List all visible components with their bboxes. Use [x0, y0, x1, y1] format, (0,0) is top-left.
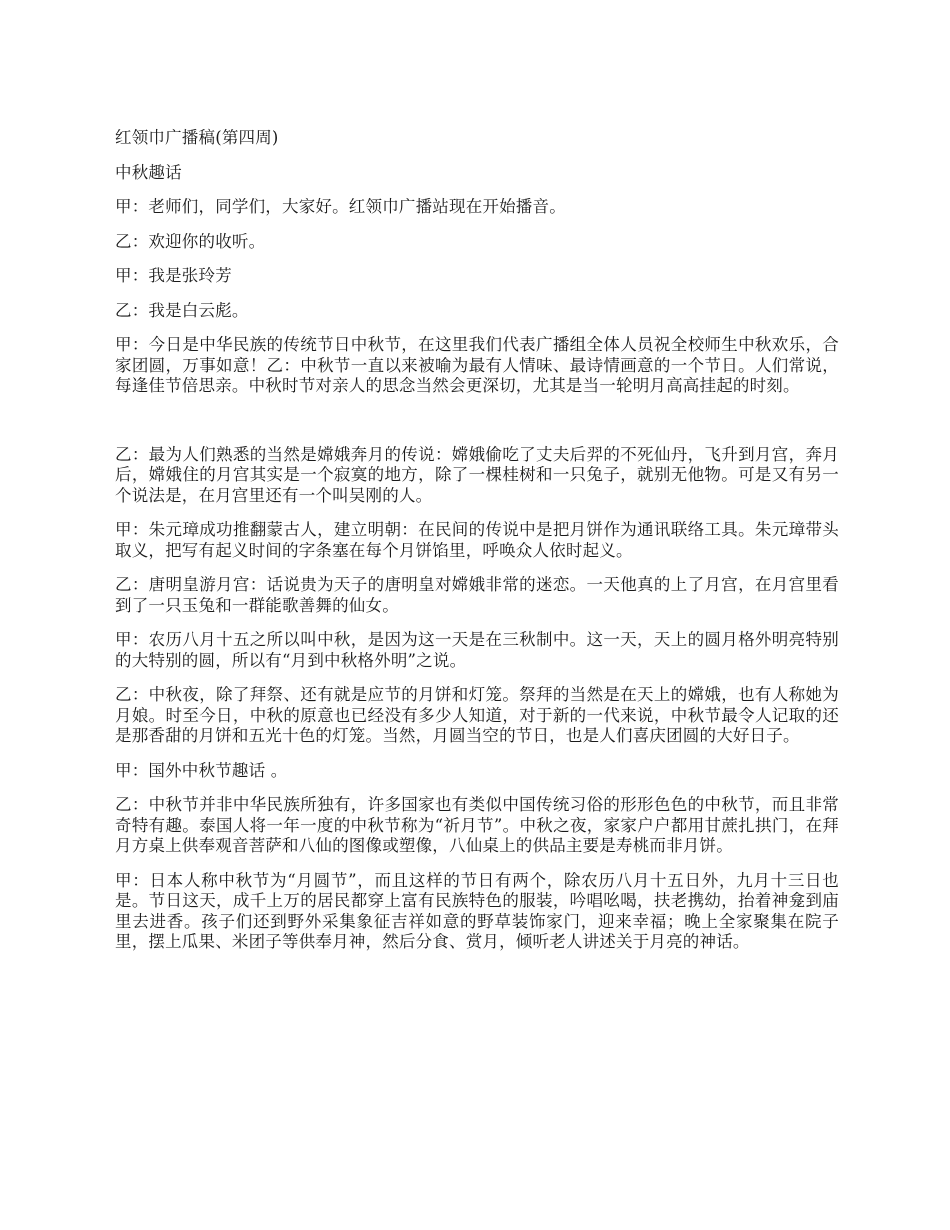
paragraph: 甲：日本人称中秋节为“月圆节”，而且这样的节日有两个，除农历八月十五日外，九月十三日也是。节日这天，成千上万的居民都穿上富有民族特色的服装，吟唱吆喝，扶老携幼，抬着神龛到庙里去进香。孩子们还到野外采集象征吉祥如意的野草装饰家门，迎来幸福；晚上全家聚集在院子里，摆上瓜果、米团子等供奉月神，然后分食、赏月，倾听老人讲述关于月亮的神话。 [115, 870, 839, 951]
document-subtitle: 中秋趣话 [115, 162, 182, 182]
document-body [115, 128, 839, 967]
section-spacer [115, 411, 839, 445]
paragraph: 甲：国外中秋节趣话 。 [115, 760, 288, 780]
paragraph: 甲：老师们，同学们，大家好。红领巾广播站现在开始播音。 [115, 197, 566, 216]
document-title: 红领巾广播稿(第四周) [115, 128, 279, 147]
paragraph: 甲：朱元璋成功推翻蒙古人，建立明朝：在民间的传说中是把月饼作为通讯联络工具。朱元璋带头取义，把写有起义时间的字条塞在每个月饼馅里，呼唤众人依时起义。 [115, 520, 839, 560]
paragraph: 乙：我是白云彪。 [115, 300, 249, 320]
paragraph: 乙：欢迎你的收听。 [115, 231, 266, 251]
paragraph: 甲：我是张玲芳 [115, 266, 232, 285]
paragraph: 甲：今日是中华民族的传统节日中秋节，在这里我们代表广播组全体人员祝全校师生中秋欢乐，合家团圆，万事如意！乙：中秋节一直以来被喻为最有人情味、最诗情画意的一个节日。人们常说，每逢佳节倍思亲。中秋时节对亲人的思念当然会更深切，尤其是当一轮明月高高挂起的时刻。 [115, 335, 839, 395]
paragraph: 甲：农历八月十五之所以叫中秋，是因为这一天是在三秋制中。这一天，天上的圆月格外明亮特别的大特别的圆，所以有“月到中秋格外明”之说。 [115, 630, 839, 670]
paragraph: 乙：唐明皇游月宫：话说贵为天子的唐明皇对嫦娥非常的迷恋。一天他真的上了月宫，在月宫里看到了一只玉兔和一群能歌善舞的仙女。 [115, 575, 839, 615]
paragraph: 乙：中秋节并非中华民族所独有，许多国家也有类似中国传统习俗的形形色色的中秋节，而且非常奇特有趣。泰国人将一年一度的中秋节称为“祈月节”。中秋之夜，家家户户都用甘蔗扎拱门，在拜月方桌上供奉观音菩萨和八仙的图像或塑像，八仙桌上的供品主要是寿桃而非月饼。 [115, 795, 839, 855]
paragraph: 乙：中秋夜，除了拜祭、还有就是应节的月饼和灯笼。祭拜的当然是在天上的嫦娥，也有人称她为月娘。时至今日，中秋的原意也已经没有多少人知道，对于新的一代来说，中秋节最令人记取的还是那香甜的月饼和五光十色的灯笼。当然，月圆当空的节日，也是人们喜庆团圆的大好日子。 [115, 685, 839, 745]
paragraph: 乙：最为人们熟悉的当然是嫦娥奔月的传说：嫦娥偷吃了丈夫后羿的不死仙丹，飞升到月宫，奔月后，嫦娥住的月宫其实是一个寂寞的地方，除了一棵桂树和一只兔子，就别无他物。可是又有另一个说法是，在月宫里还有一个叫吴刚的人。 [115, 444, 839, 505]
